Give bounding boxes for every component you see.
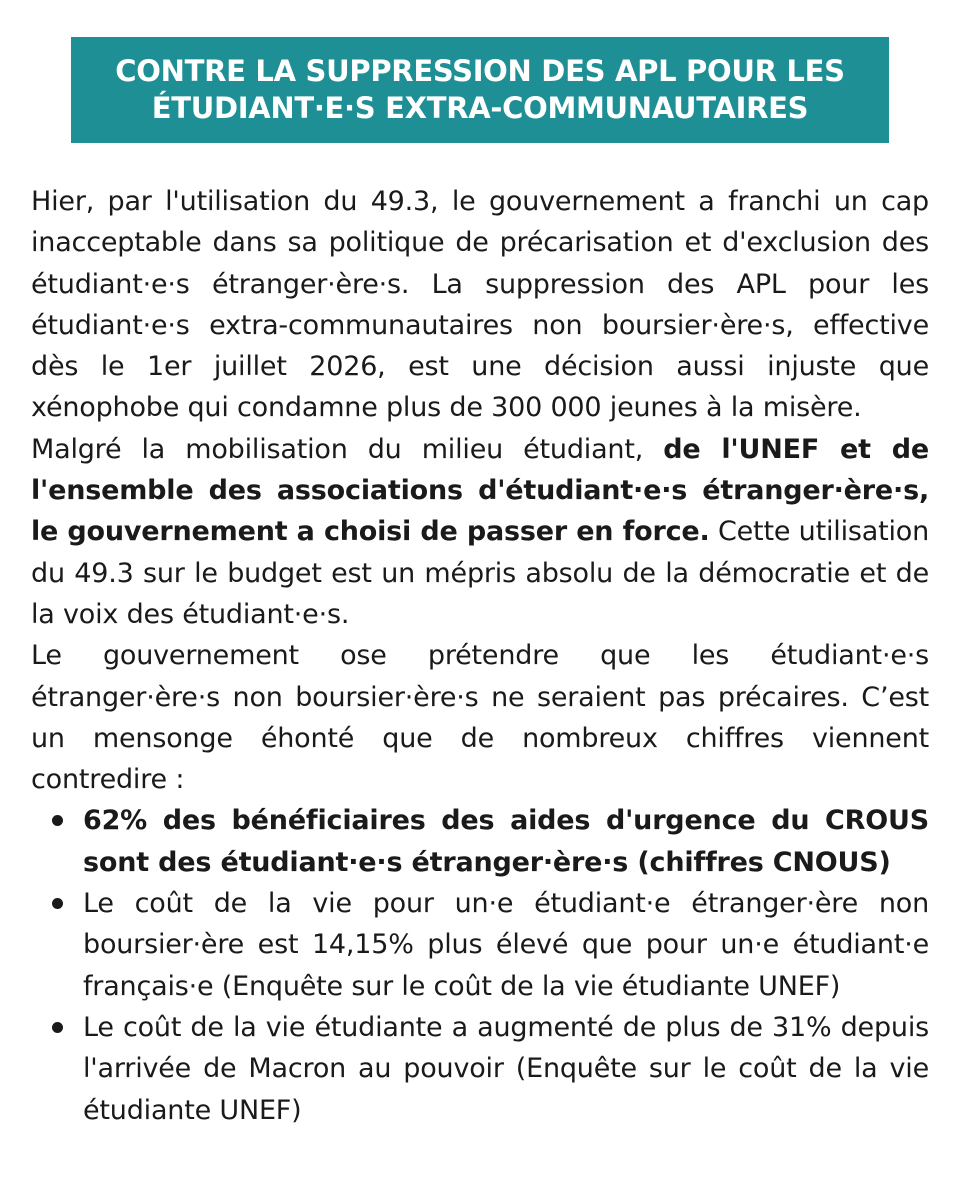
paragraph-mobilisation-tail: Cette utilisation du 49.3 sur le budget est un mépris absolu de la démocratie et de la voix des étudiant·e·s. [31, 516, 929, 630]
list-item [31, 800, 929, 883]
title-line-2: ÉTUDIANT·E·S EXTRA-COMMUNAUTAIRES [151, 91, 809, 125]
title-line-1: CONTRE LA SUPPRESSION DES APL POUR LES [115, 54, 845, 88]
bullet-icon [52, 815, 63, 826]
paragraph-mobilisation-lead: Malgré la mobilisation du milieu étudiant, [31, 433, 664, 465]
list-item [31, 1007, 929, 1131]
article-body [31, 181, 929, 1131]
bullet-icon [52, 1022, 63, 1033]
bullet-icon [52, 898, 63, 909]
list-item-text: Le coût de la vie étudiante a augmenté de plus de 31% depuis l'arrivée de Macron au pouvoir (Enquête sur le coût de la vie étudiante UNEF) [83, 1011, 929, 1126]
paragraph-mobilisation-bold: de l'UNEF et de l'ensemble des associations d'étudiant·e·s étranger·ère·s, le gouvernement a choisi de passer en force. [31, 433, 929, 548]
list-item-text: 62% des bénéficiaires des aides d'urgence du CROUS sont des étudiant·e·s étranger·ère·s (chiffres CNOUS) [83, 805, 929, 878]
list-item-text: Le coût de la vie pour un·e étudiant·e étranger·ère non boursier·ère est 14,15% plus élevé que pour un·e étudiant·e français·e (Enquête sur le coût de la vie étudiante UNEF) [83, 888, 929, 1002]
title-banner [71, 37, 889, 143]
paragraph-intro: Hier, par l'utilisation du 49.3, le gouvernement a franchi un cap inacceptable dans sa politique de précarisation et d'exclusion des étudiant·e·s étranger·ère·s. La suppression des APL pour les étudiant·e·s extra-communautaires non boursier·ère·s, effective dès le 1er juillet 2026, est une décision aussi injuste que xénophobe qui condamne plus de 300 000 jeunes à la misère. [31, 186, 929, 424]
statistics-list [31, 800, 929, 1130]
paragraph-mobilisation [31, 429, 929, 635]
paragraph-claim: Le gouvernement ose prétendre que les étudiant·e·s étranger·ère·s non boursier·ère·s ne seraient pas précaires. C’est un mensonge éhonté que de nombreux chiffres viennent contredire : [31, 640, 929, 796]
list-item [31, 883, 929, 1007]
